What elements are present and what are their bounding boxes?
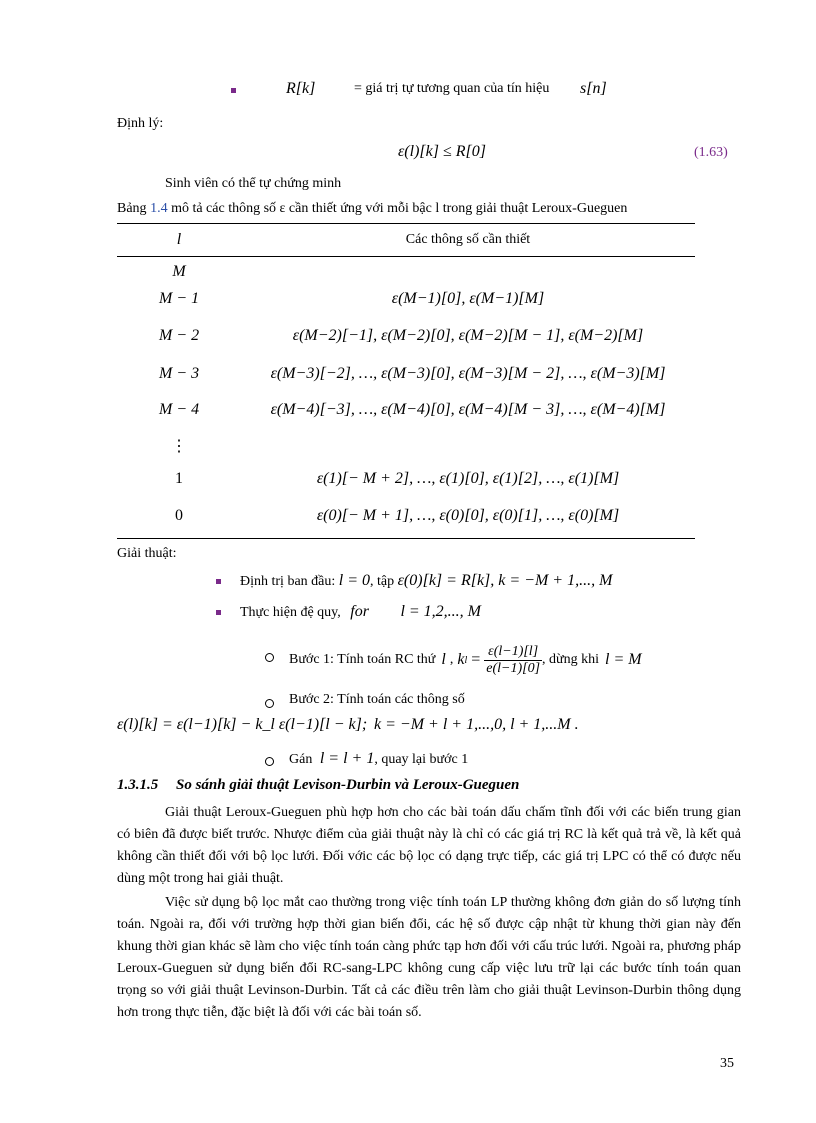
paragraph: Giải thuật Leroux-Gueguen phù hợp hơn cho các bài toán dấu chấm tĩnh đối với các biến trung gian có biên đã được biết trước. Nhược điểm của giải thuật này là chỉ có các giá trị RC là kết quả trả về, là kết quả không cần thiết đối với bộ lọc lưới. Đối vớic các bộ lọc có dạng trực tiếp, các giá trị LPC có thể có được nếu dùng một trong hai giải thuật. — [117, 805, 741, 886]
step3-text: Gán — [289, 752, 313, 767]
step-circle-marker — [265, 699, 274, 708]
step1-denominator: e(l−1)[0] — [486, 660, 541, 676]
step3-formula: l = l + 1 — [319, 750, 375, 767]
recursion-range: l = 1,2,..., M — [400, 603, 482, 620]
bullet-marker — [216, 579, 221, 584]
bullet-marker — [231, 88, 236, 93]
step2-range: k = −M + l + 1,...,0, l + 1,...M . — [374, 716, 579, 733]
symbol-R-k: R[k] — [286, 80, 316, 97]
step-circle-marker — [265, 757, 274, 766]
theorem-formula-lhs: ε(l)[k] — [398, 143, 439, 160]
bullet-marker — [216, 610, 221, 615]
step1-stop-text: , dừng khi — [542, 652, 600, 667]
table-row-params: ε(0)[− M + 1], …, ε(0)[0], ε(0)[1], …, ε(0)[M] — [316, 507, 620, 524]
step3-line — [289, 750, 468, 768]
table-row-l: M − 1 — [158, 290, 200, 307]
step-circle-marker — [265, 653, 274, 662]
section-heading — [117, 777, 519, 794]
algorithm-label: Giải thuật: — [117, 546, 177, 561]
signal-s-n: s[n] — [580, 80, 607, 97]
table-row-l: M − 4 — [158, 401, 200, 418]
init-condition: l = 0 — [338, 572, 371, 589]
table-row-params: ε(1)[− M + 2], …, ε(1)[0], ε(1)[2], …, ε(1)[M] — [316, 470, 620, 487]
table-row-params: ε(M−2)[−1], ε(M−2)[0], ε(M−2)[M − 1], ε(M−2)[M] — [292, 327, 644, 344]
recursion-text: Thực hiện đệ quy, — [240, 605, 341, 620]
step2-text: Bước 2: Tính toán các thông số — [289, 692, 465, 707]
recursion-for-keyword: for — [350, 603, 369, 620]
table-header-rule — [117, 256, 695, 257]
table-top-rule — [117, 223, 695, 224]
step1-fraction — [484, 644, 542, 677]
table-row-l: 0 — [175, 507, 183, 524]
table-row-l: ⋮ — [171, 438, 187, 455]
step1-numerator: ε(l−1)[l] — [484, 644, 542, 661]
section-title: So sánh giải thuật Levison-Durbin và Leroux-Gueguen — [176, 777, 520, 793]
table-row-l: 1 — [175, 470, 183, 487]
paragraph: Việc sử dụng bộ lọc mắt cao thường trong việc tính toán LP thường không đơn giản do số lượng tính toán. Ngoài ra, đối với trường hợp thời gian biến đổi, các hệ số được cập nhật từ khung thời gian này đến khung thời gian khác sẽ làm cho việc tính toán càng phức tạp hơn đối với cấu trúc lưới. Ngoài ra, phương pháp Leroux-Gueguen sử dụng biến đổi RC-sang-LPC không cung cấp việc lưu trữ lại các bước tính toán quan trọng so với giải thuật Levinson-Durbin. Tất cả các điều trên làm cho giải thuật Levinson-Durbin thông dụng hơn trong thực tiễn, đặc biệt là đối với các bài toán số. — [117, 895, 741, 1020]
caption-prefix: Bảng — [117, 201, 151, 216]
page-number: 35 — [720, 1056, 734, 1071]
theorem-note: Sinh viên có thể tự chứng minh — [165, 176, 342, 191]
table-row-params: ε(M−4)[−3], …, ε(M−4)[0], ε(M−4)[M − 3], …, ε(M−4)[M] — [270, 401, 666, 418]
table-row-l: M − 2 — [158, 327, 200, 344]
step1-k: k — [457, 651, 465, 668]
theorem-label: Định lý: — [117, 116, 164, 131]
section-number: 1.3.1.5 — [117, 777, 159, 793]
caption-text: mô tả các thông số ε cần thiết ứng với mỗi bậc l trong giải thuật Leroux-Gueguen — [167, 201, 628, 216]
step2-formula: ε(l)[k] = ε(l−1)[k] − k_l ε(l−1)[l − k]; — [117, 716, 368, 733]
init-set-word: , tập — [370, 574, 395, 589]
table-row-params: ε(M−1)[0], ε(M−1)[M] — [391, 290, 545, 307]
theorem-formula — [398, 143, 486, 161]
step1-line: Bước 1: Tính toán RC thứ l , k l = $\frac{\varepsilon(l-1)[l]}{e(l-1)[0]}$ , dừng khi l = M — [289, 643, 642, 676]
body-text — [117, 802, 741, 1024]
definition-text: = giá trị tự tương quan của tín hiệu — [354, 81, 550, 96]
table-caption — [117, 201, 627, 217]
step1-l: l — [441, 651, 446, 668]
table-row-params: ε(M−3)[−2], …, ε(M−3)[0], ε(M−3)[M − 2], …, ε(M−3)[M] — [270, 365, 666, 382]
step1-stop-condition: l = M — [605, 651, 642, 668]
caption-table-ref-link[interactable]: 1.4 — [150, 201, 168, 216]
init-line — [240, 572, 612, 590]
table-header-l: l — [176, 231, 182, 248]
theorem-formula-rhs: ≤ R[0] — [442, 143, 486, 160]
table-row-l: M − 3 — [158, 365, 200, 382]
table-bottom-rule — [117, 538, 695, 539]
step1-text: Bước 1: Tính toán RC thứ — [289, 652, 436, 667]
step1-k-subscript: l — [464, 654, 468, 666]
equation-number: (1.63) — [694, 145, 728, 160]
table-header-params: Các thông số cần thiết — [405, 232, 531, 247]
step3-tail: , quay lại bước 1 — [374, 752, 469, 767]
recursion-line — [240, 603, 481, 621]
init-formula: ε(0)[k] = R[k], k = −M + 1,..., M — [397, 572, 613, 589]
init-text: Định trị ban đầu: — [240, 574, 336, 589]
table-row-l: M — [172, 263, 186, 280]
